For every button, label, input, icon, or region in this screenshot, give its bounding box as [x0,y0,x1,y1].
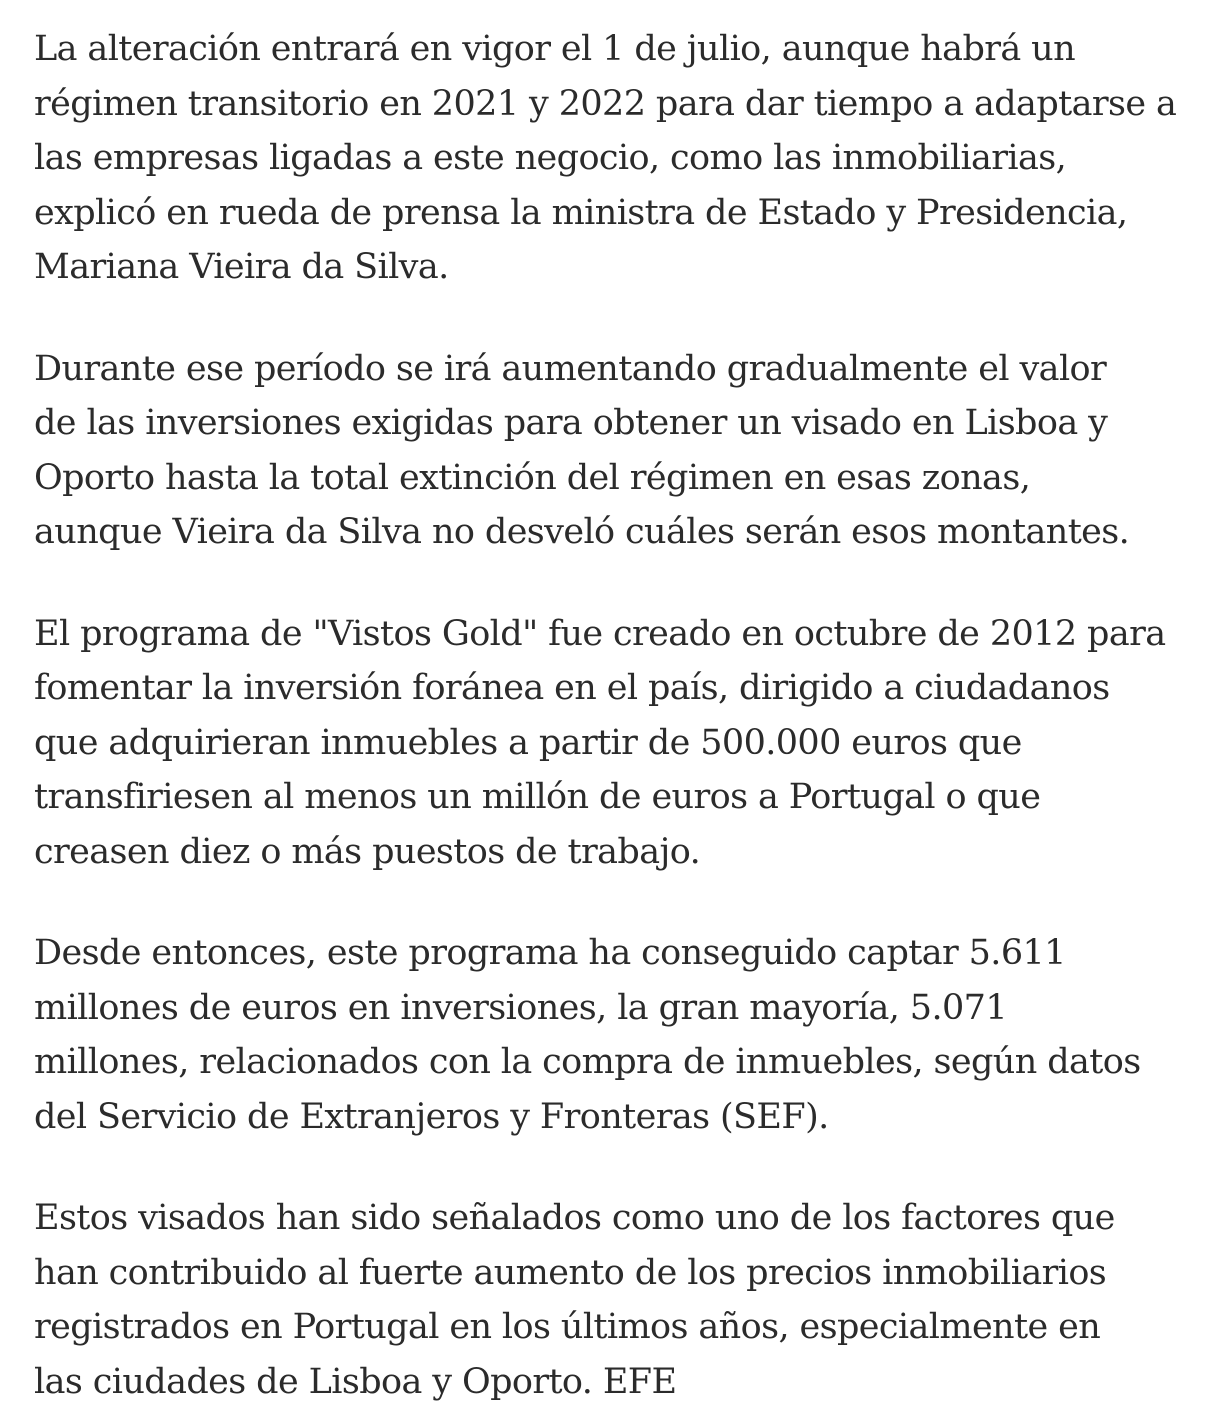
paragraph-line: La alteración entrará en vigor el 1 de julio, aunque habrá un [34,22,1204,77]
paragraph-2 [34,342,1204,560]
paragraph-line: Desde entonces, este programa ha conseguido captar 5.611 [34,926,1204,981]
paragraph-1 [34,22,1204,295]
paragraph-line: millones, relacionados con la compra de inmuebles, según datos [34,1035,1204,1090]
paragraph-line: El programa de "Vistos Gold" fue creado en octubre de 2012 para [34,607,1204,662]
paragraph-line: que adquirieran inmuebles a partir de 500.000 euros que [34,716,1204,771]
paragraph-line: régimen transitorio en 2021 y 2022 para dar tiempo a adaptarse a [34,77,1204,132]
paragraph-line: registrados en Portugal en los últimos años, especialmente en [34,1300,1204,1355]
paragraph-line: del Servicio de Extranjeros y Fronteras (SEF). [34,1090,1204,1145]
paragraph-line: explicó en rueda de prensa la ministra de Estado y Presidencia, [34,186,1204,241]
paragraph-line: han contribuido al fuerte aumento de los precios inmobiliarios [34,1246,1204,1301]
paragraph-line: creasen diez o más puestos de trabajo. [34,825,1204,880]
article-body [34,22,1204,1409]
paragraph-3 [34,607,1204,880]
paragraph-line: las ciudades de Lisboa y Oporto. EFE [34,1355,1204,1409]
paragraph-4 [34,926,1204,1144]
paragraph-line: Durante ese período se irá aumentando gradualmente el valor [34,342,1204,397]
paragraph-line: fomentar la inversión foránea en el país, dirigido a ciudadanos [34,661,1204,716]
paragraph-line: Oporto hasta la total extinción del régimen en esas zonas, [34,451,1204,506]
paragraph-line: Estos visados han sido señalados como uno de los factores que [34,1191,1204,1246]
paragraph-line: millones de euros en inversiones, la gran mayoría, 5.071 [34,981,1204,1036]
paragraph-line: transfiriesen al menos un millón de euros a Portugal o que [34,770,1204,825]
paragraph-line: las empresas ligadas a este negocio, como las inmobiliarias, [34,131,1204,186]
paragraph-line: aunque Vieira da Silva no desveló cuáles serán esos montantes. [34,505,1204,560]
paragraph-line: de las inversiones exigidas para obtener un visado en Lisboa y [34,396,1204,451]
paragraph-5 [34,1191,1204,1409]
paragraph-line: Mariana Vieira da Silva. [34,240,1204,295]
